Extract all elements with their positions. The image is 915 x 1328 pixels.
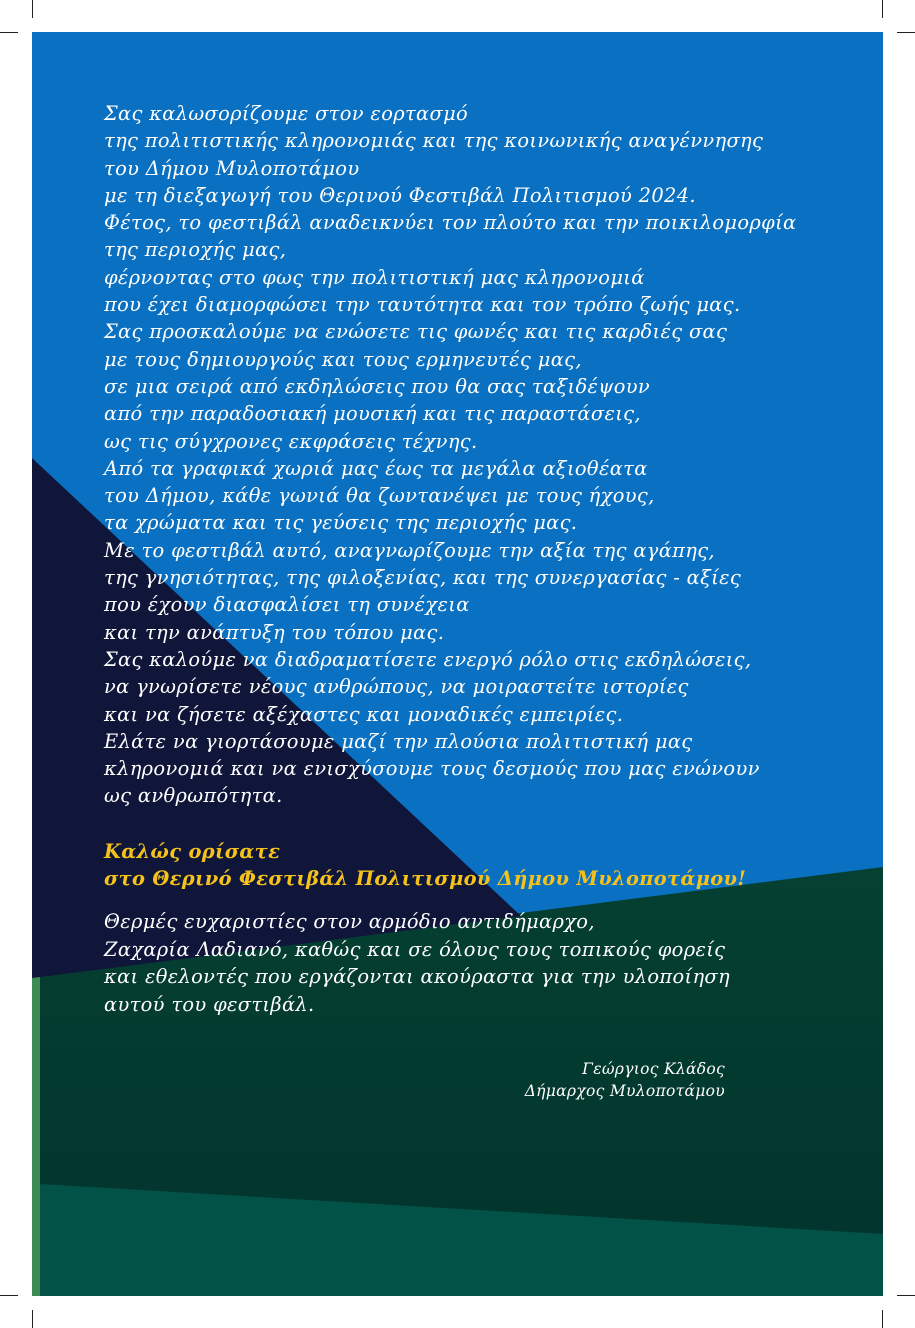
welcome-highlight xyxy=(104,838,746,892)
crop-mark xyxy=(882,0,883,18)
welcome-message xyxy=(104,100,796,810)
signer-name: Γεώργιος Κλάδος xyxy=(582,1060,725,1078)
message-line: του Δήμου Μυλοποτάμου xyxy=(104,156,360,180)
acknowledgements xyxy=(104,908,730,1018)
crop-mark xyxy=(897,32,915,33)
crop-mark xyxy=(897,1295,915,1296)
message-line: Ελάτε να γιορτάσουμε μαζί την πλούσια πολιτιστική μας xyxy=(104,729,693,753)
message-line: ως ανθρωπότητα. xyxy=(104,784,283,808)
welcome-line: Καλώς ορίσατε xyxy=(104,840,281,863)
thanks-line: και εθελοντές που εργάζονται ακούραστα για την υλοποίηση xyxy=(104,965,730,988)
message-line: κληρονομιά και να ενισχύσουμε τους δεσμούς που μας ενώνουν xyxy=(104,757,760,781)
crop-mark xyxy=(0,32,18,33)
signer-title: Δήμαρχος Μυλοποτάμου xyxy=(524,1082,725,1100)
signature-block xyxy=(525,1058,725,1102)
message-line: που έχουν διασφαλίσει τη συνέχεια xyxy=(104,593,470,617)
message-line: και να ζήσετε αξέχαστες και μοναδικές εμπειρίες. xyxy=(104,702,624,726)
message-line: Φέτος, το φεστιβάλ αναδεικνύει τον πλούτο και την ποικιλομορφία xyxy=(104,211,797,235)
message-line: Σας προσκαλούμε να ενώσετε τις φωνές και τις καρδιές σας xyxy=(104,320,728,344)
message-line: να γνωρίσετε νέους ανθρώπους, να μοιραστείτε ιστορίες xyxy=(104,675,689,699)
message-line: σε μια σειρά από εκδηλώσεις που θα σας ταξιδέψουν xyxy=(104,374,651,398)
message-line: της περιοχής μας, xyxy=(104,238,287,262)
crop-mark xyxy=(32,0,33,18)
crop-mark xyxy=(0,1295,18,1296)
message-line: της γνησιότητας, της φιλοξενίας, και της συνεργασίας - αξίες xyxy=(104,566,742,590)
thanks-line: Ζαχαρία Λαδιανό, καθώς και σε όλους τους τοπικούς φορείς xyxy=(104,937,726,961)
message-line: Σας καλούμε να διαδραματίσετε ενεργό ρόλο στις εκδηλώσεις, xyxy=(104,647,752,671)
message-line: από την παραδοσιακή μουσική και τις παραστάσεις, xyxy=(104,402,641,426)
message-line: που έχει διαμορφώσει την ταυτότητα και τον τρόπο ζωής μας. xyxy=(104,293,741,317)
message-line: με τη διεξαγωγή του Θερινού Φεστιβάλ Πολιτισμού 2024. xyxy=(104,183,696,207)
message-line: της πολιτιστικής κληρονομιάς και της κοινωνικής αναγέννησης xyxy=(104,129,764,153)
message-line: του Δήμου, κάθε γωνιά θα ζωντανέψει με τους ήχους, xyxy=(104,484,655,508)
message-line: με τους δημιουργούς και τους ερμηνευτές μας, xyxy=(104,347,582,371)
poster-page xyxy=(32,32,883,1296)
crop-mark xyxy=(32,1310,33,1328)
message-line: Με το φεστιβάλ αυτό, αναγνωρίζουμε την αξία της αγάπης, xyxy=(104,538,715,562)
message-line: ως τις σύγχρονες εκφράσεις τέχνης. xyxy=(104,429,478,453)
thanks-line: Θερμές ευχαριστίες στον αρμόδιο αντιδήμαρχο, xyxy=(104,910,595,933)
crop-mark xyxy=(882,1310,883,1328)
message-line: Σας καλωσορίζουμε στον εορτασμό xyxy=(104,102,469,125)
message-line: φέρνοντας στο φως την πολιτιστική μας κληρονομιά xyxy=(104,265,645,289)
message-line: και την ανάπτυξη του τόπου μας. xyxy=(104,620,445,644)
message-line: Από τα γραφικά χωριά μας έως τα μεγάλα αξιοθέατα xyxy=(104,456,648,480)
welcome-line: στο Θερινό Φεστιβάλ Πολιτισμού Δήμου Μυλοποτάμου! xyxy=(104,867,747,890)
message-line: τα χρώματα και τις γεύσεις της περιοχής μας. xyxy=(104,511,578,535)
thanks-line: αυτού του φεστιβάλ. xyxy=(104,992,315,1016)
